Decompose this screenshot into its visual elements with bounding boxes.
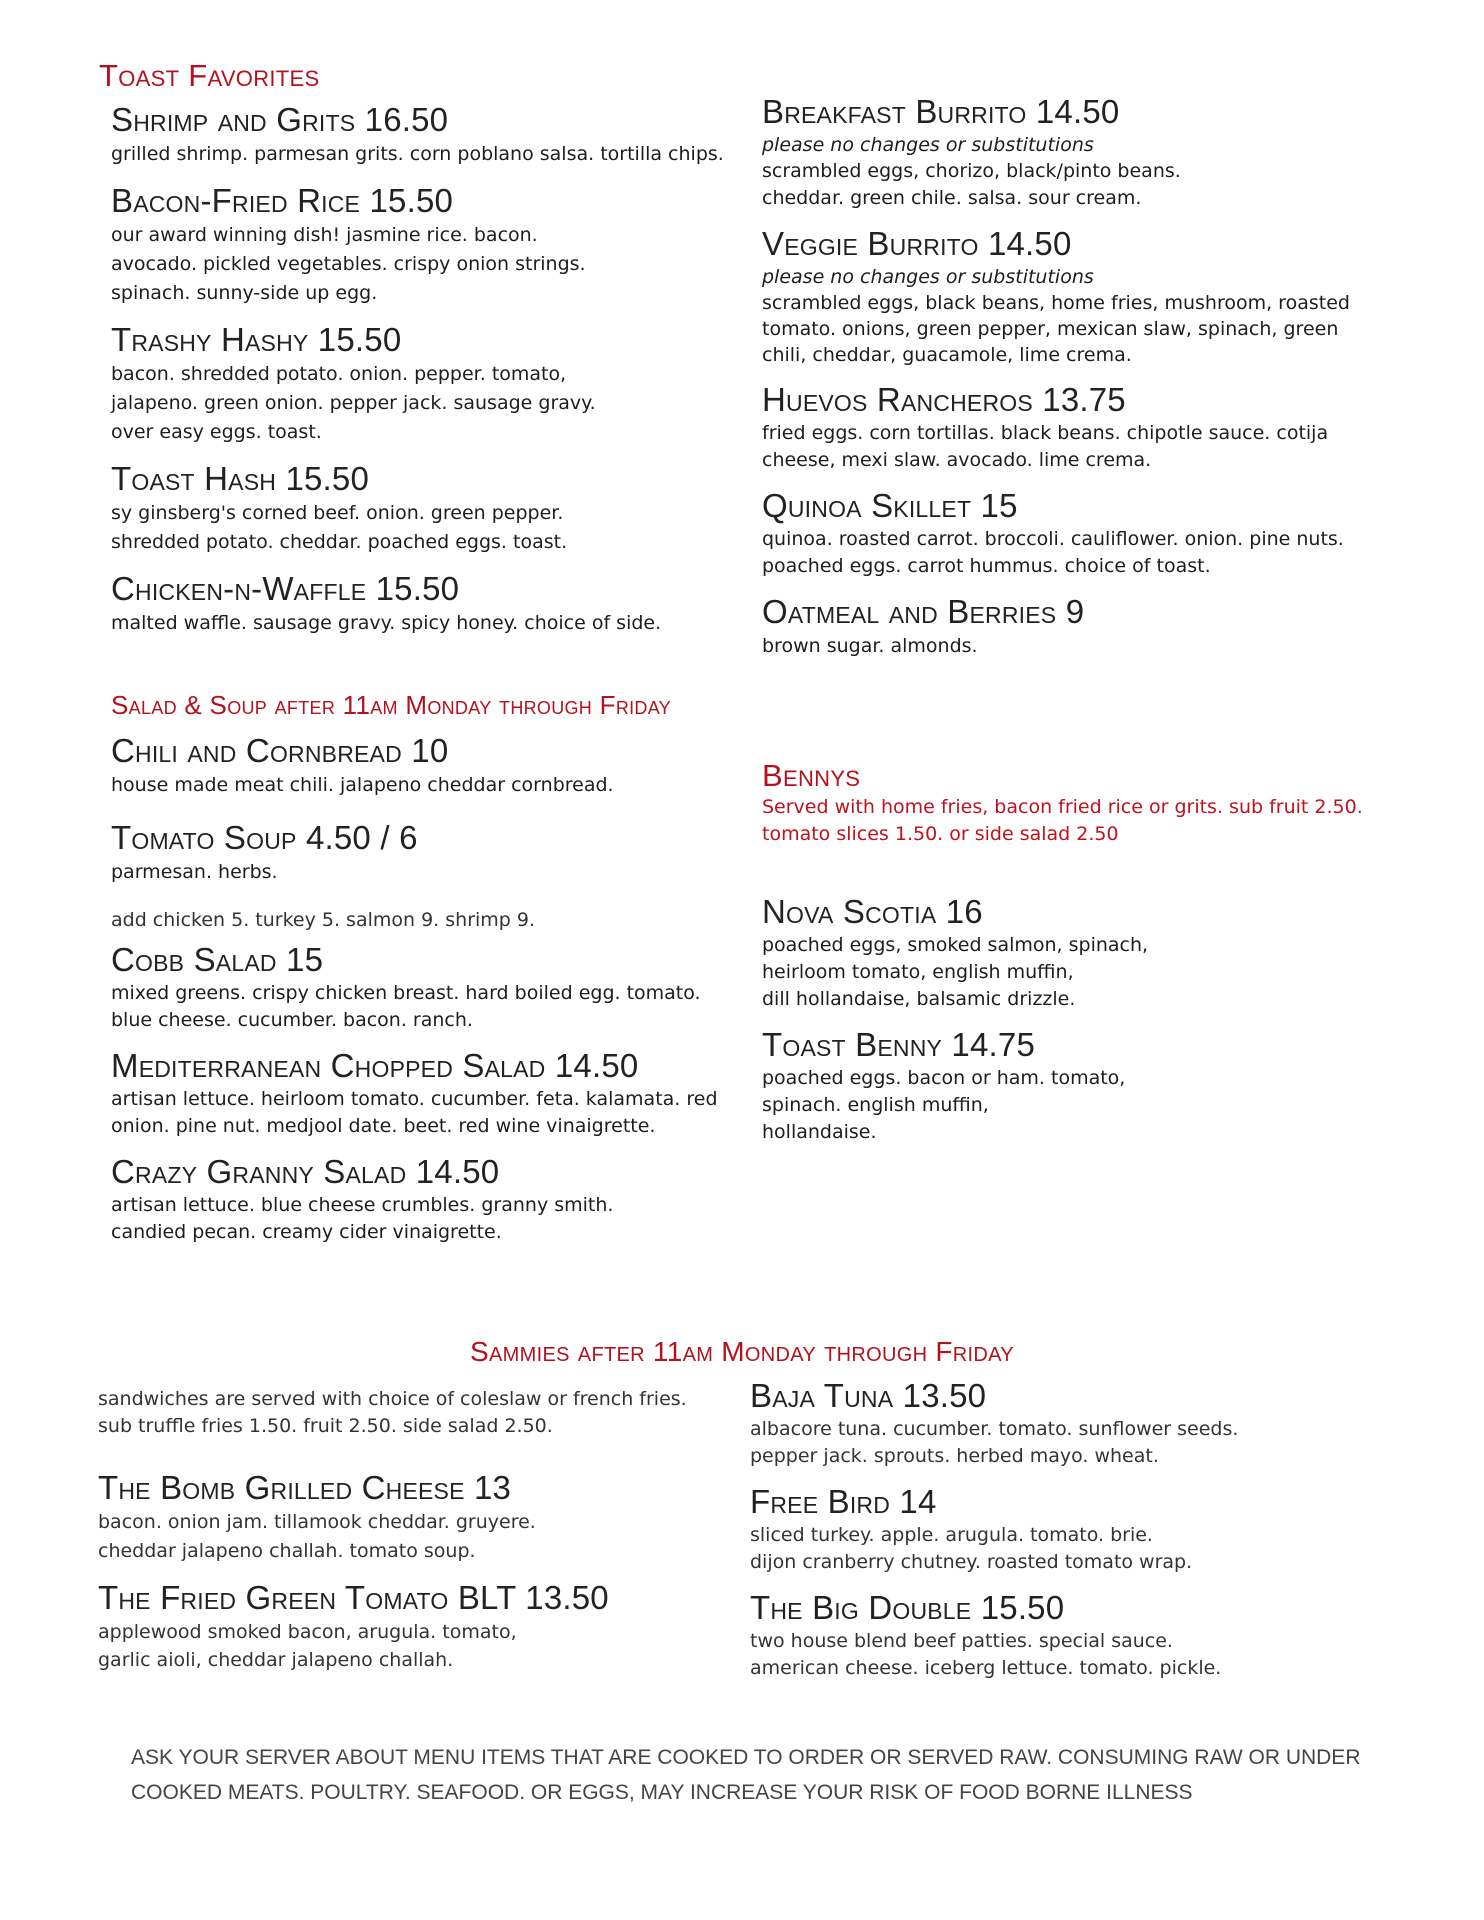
item-desc: avocado. pickled vegetables. crispy onion strings.	[111, 253, 586, 275]
item-desc: parmesan. herbs.	[111, 861, 278, 883]
item-desc: our award winning dish! jasmine rice. bacon.	[111, 224, 538, 246]
item-desc: albacore tuna. cucumber. tomato. sunflower seeds.	[750, 1418, 1239, 1440]
item-name: Toast Hash 15.50	[111, 460, 370, 497]
item-desc: poached eggs. bacon or ham. tomato,	[762, 1067, 1126, 1089]
section-title: Toast Favorites	[99, 58, 320, 93]
item-name: Cobb Salad 15	[111, 941, 324, 978]
item-name: Shrimp and Grits 16.50	[111, 101, 449, 138]
section-title: Bennys	[762, 758, 861, 793]
menu-item	[111, 181, 759, 308]
item-desc: mixed greens. crispy chicken breast. hard boiled egg. tomato.	[111, 982, 701, 1004]
menu-item	[750, 1376, 1390, 1470]
bennys-section	[762, 758, 1422, 1158]
item-name: Veggie Burrito 14.50	[762, 225, 1072, 262]
item-desc: tomato. onions, green pepper, mexican slaw, spinach, green	[762, 318, 1339, 340]
item-desc: applewood smoked bacon, arugula. tomato,	[98, 1621, 517, 1643]
item-name: Mediterranean Chopped Salad 14.50	[111, 1047, 639, 1084]
item-desc: onion. pine nut. medjool date. beet. red wine vinaigrette.	[111, 1115, 656, 1137]
item-desc: cheddar. green chile. salsa. sour cream.	[762, 187, 1142, 209]
item-name: Free Bird 14	[750, 1483, 937, 1520]
menu-item	[750, 1482, 1390, 1576]
item-name: Quinoa Skillet 15	[762, 487, 1018, 524]
item-desc: house made meat chili. jalapeno cheddar cornbread.	[111, 774, 614, 796]
item-desc: chili, cheddar, guacamole, lime crema.	[762, 344, 1132, 366]
item-name: Crazy Granny Salad 14.50	[111, 1153, 500, 1190]
disclaimer-line: ASK YOUR SERVER ABOUT MENU ITEMS THAT ARE COOKED TO ORDER OR SERVED RAW. CONSUMING RAW OR UNDER	[131, 1746, 1361, 1769]
menu-item	[111, 1046, 771, 1140]
menu-item	[762, 592, 1402, 661]
item-desc: scrambled eggs, chorizo, black/pinto beans.	[762, 160, 1181, 182]
item-desc: dill hollandaise, balsamic drizzle.	[762, 988, 1076, 1010]
salad-soup-section	[111, 690, 771, 1258]
menu-item	[762, 92, 1402, 212]
menu-item	[762, 486, 1402, 580]
item-desc: quinoa. roasted carrot. broccoli. cauliflower. onion. pine nuts.	[762, 528, 1344, 550]
item-desc: poached eggs. carrot hummus. choice of toast.	[762, 555, 1211, 577]
bennys-note: tomato slices 1.50. or side salad 2.50	[762, 823, 1119, 845]
menu-item	[111, 100, 759, 169]
section-title: Salad & Soup after 11am Monday through Friday	[111, 690, 671, 720]
sammies-intro: sandwiches are served with choice of coleslaw or french fries.	[98, 1388, 687, 1410]
item-desc: brown sugar. almonds.	[762, 635, 978, 657]
item-desc: spinach. english muffin,	[762, 1094, 989, 1116]
item-desc: poached eggs, smoked salmon, spinach,	[762, 934, 1149, 956]
menu-item	[750, 1588, 1390, 1682]
item-desc: shredded potato. cheddar. poached eggs. toast.	[111, 531, 568, 553]
menu-item	[111, 569, 759, 638]
item-desc: dijon cranberry chutney. roasted tomato wrap.	[750, 1551, 1193, 1573]
item-desc: garlic aioli, cheddar jalapeno challah.	[98, 1649, 454, 1671]
item-desc: artisan lettuce. blue cheese crumbles. granny smith.	[111, 1194, 614, 1216]
item-desc: pepper jack. sprouts. herbed mayo. wheat.	[750, 1445, 1159, 1467]
disclaimer-line: COOKED MEATS. POULTRY. SEAFOOD. OR EGGS, MAY INCREASE YOUR RISK OF FOOD BORNE ILLNESS	[131, 1781, 1193, 1804]
section-title: Sammies after 11am Monday through Friday	[470, 1336, 1014, 1367]
menu-item	[98, 1468, 738, 1566]
menu-item	[98, 1578, 738, 1674]
item-name: Huevos Rancheros 13.75	[762, 381, 1126, 418]
item-desc: spinach. sunny-side up egg.	[111, 282, 378, 304]
item-desc: scrambled eggs, black beans, home fries, mushroom, roasted	[762, 292, 1350, 314]
burritos-section	[762, 92, 1402, 673]
item-name: Toast Benny 14.75	[762, 1026, 1036, 1063]
item-name: The Big Double 15.50	[750, 1589, 1065, 1626]
menu-item	[762, 224, 1402, 368]
menu-item	[111, 731, 771, 800]
item-desc: bacon. shredded potato. onion. pepper. tomato,	[111, 363, 567, 385]
item-desc: fried eggs. corn tortillas. black beans. chipotle sauce. cotija	[762, 422, 1329, 444]
food-safety-disclaimer	[131, 1740, 1361, 1810]
item-name: Chili and Cornbread 10	[111, 732, 449, 769]
item-note: please no changes or substitutions	[762, 134, 1094, 156]
item-desc: sliced turkey. apple. arugula. tomato. brie.	[750, 1524, 1153, 1546]
item-name: The Fried Green Tomato BLT 13.50	[98, 1579, 609, 1616]
toast-favorites-section	[99, 58, 759, 650]
item-name: Bacon-Fried Rice 15.50	[111, 182, 454, 219]
menu-item	[762, 1025, 1422, 1146]
item-desc: blue cheese. cucumber. bacon. ranch.	[111, 1009, 473, 1031]
sammies-intro: sub truffle fries 1.50. fruit 2.50. side salad 2.50.	[98, 1415, 553, 1437]
item-desc: jalapeno. green onion. pepper jack. sausage gravy.	[111, 392, 596, 414]
sammies-right	[750, 1376, 1390, 1694]
item-name: The Bomb Grilled Cheese 13	[98, 1469, 512, 1506]
item-name: Breakfast Burrito 14.50	[762, 93, 1120, 130]
sammies-header	[0, 1336, 1484, 1368]
menu-item	[111, 940, 771, 1034]
item-desc: grilled shrimp. parmesan grits. corn poblano salsa. tortilla chips.	[111, 143, 724, 165]
menu-item	[111, 459, 759, 557]
item-desc: sy ginsberg's corned beef. onion. green pepper.	[111, 502, 564, 524]
menu-item	[762, 380, 1402, 474]
item-desc: cheddar jalapeno challah. tomato soup.	[98, 1540, 476, 1562]
item-note: please no changes or substitutions	[762, 266, 1094, 288]
item-desc: candied pecan. creamy cider vinaigrette.	[111, 1221, 502, 1243]
menu-item	[111, 1152, 771, 1246]
item-name: Chicken-n-Waffle 15.50	[111, 570, 460, 607]
toast-favorites-list	[99, 100, 759, 638]
item-name: Nova Scotia 16	[762, 893, 983, 930]
menu-item	[762, 892, 1422, 1013]
item-desc: artisan lettuce. heirloom tomato. cucumber. feta. kalamata. red	[111, 1088, 718, 1110]
item-desc: heirloom tomato, english muffin,	[762, 961, 1074, 983]
item-desc: bacon. onion jam. tillamook cheddar. gruyere.	[98, 1511, 536, 1533]
bennys-note: Served with home fries, bacon fried rice or grits. sub fruit 2.50.	[762, 796, 1363, 818]
item-desc: cheese, mexi slaw. avocado. lime crema.	[762, 449, 1152, 471]
menu-item	[111, 818, 771, 887]
item-desc: over easy eggs. toast.	[111, 421, 322, 443]
item-desc: two house blend beef patties. special sauce.	[750, 1630, 1173, 1652]
item-name: Trashy Hashy 15.50	[111, 321, 402, 358]
sammies-left	[98, 1386, 738, 1686]
menu-item	[111, 320, 759, 447]
item-name: Tomato Soup 4.50 / 6	[111, 819, 418, 856]
item-desc: malted waffle. sausage gravy. spicy honey. choice of side.	[111, 612, 662, 634]
addons-note: add chicken 5. turkey 5. salmon 9. shrimp 9.	[111, 909, 536, 931]
item-desc: hollandaise.	[762, 1121, 877, 1143]
item-name: Baja Tuna 13.50	[750, 1377, 987, 1414]
item-name: Oatmeal and Berries 9	[762, 593, 1085, 630]
item-desc: american cheese. iceberg lettuce. tomato. pickle.	[750, 1657, 1222, 1679]
